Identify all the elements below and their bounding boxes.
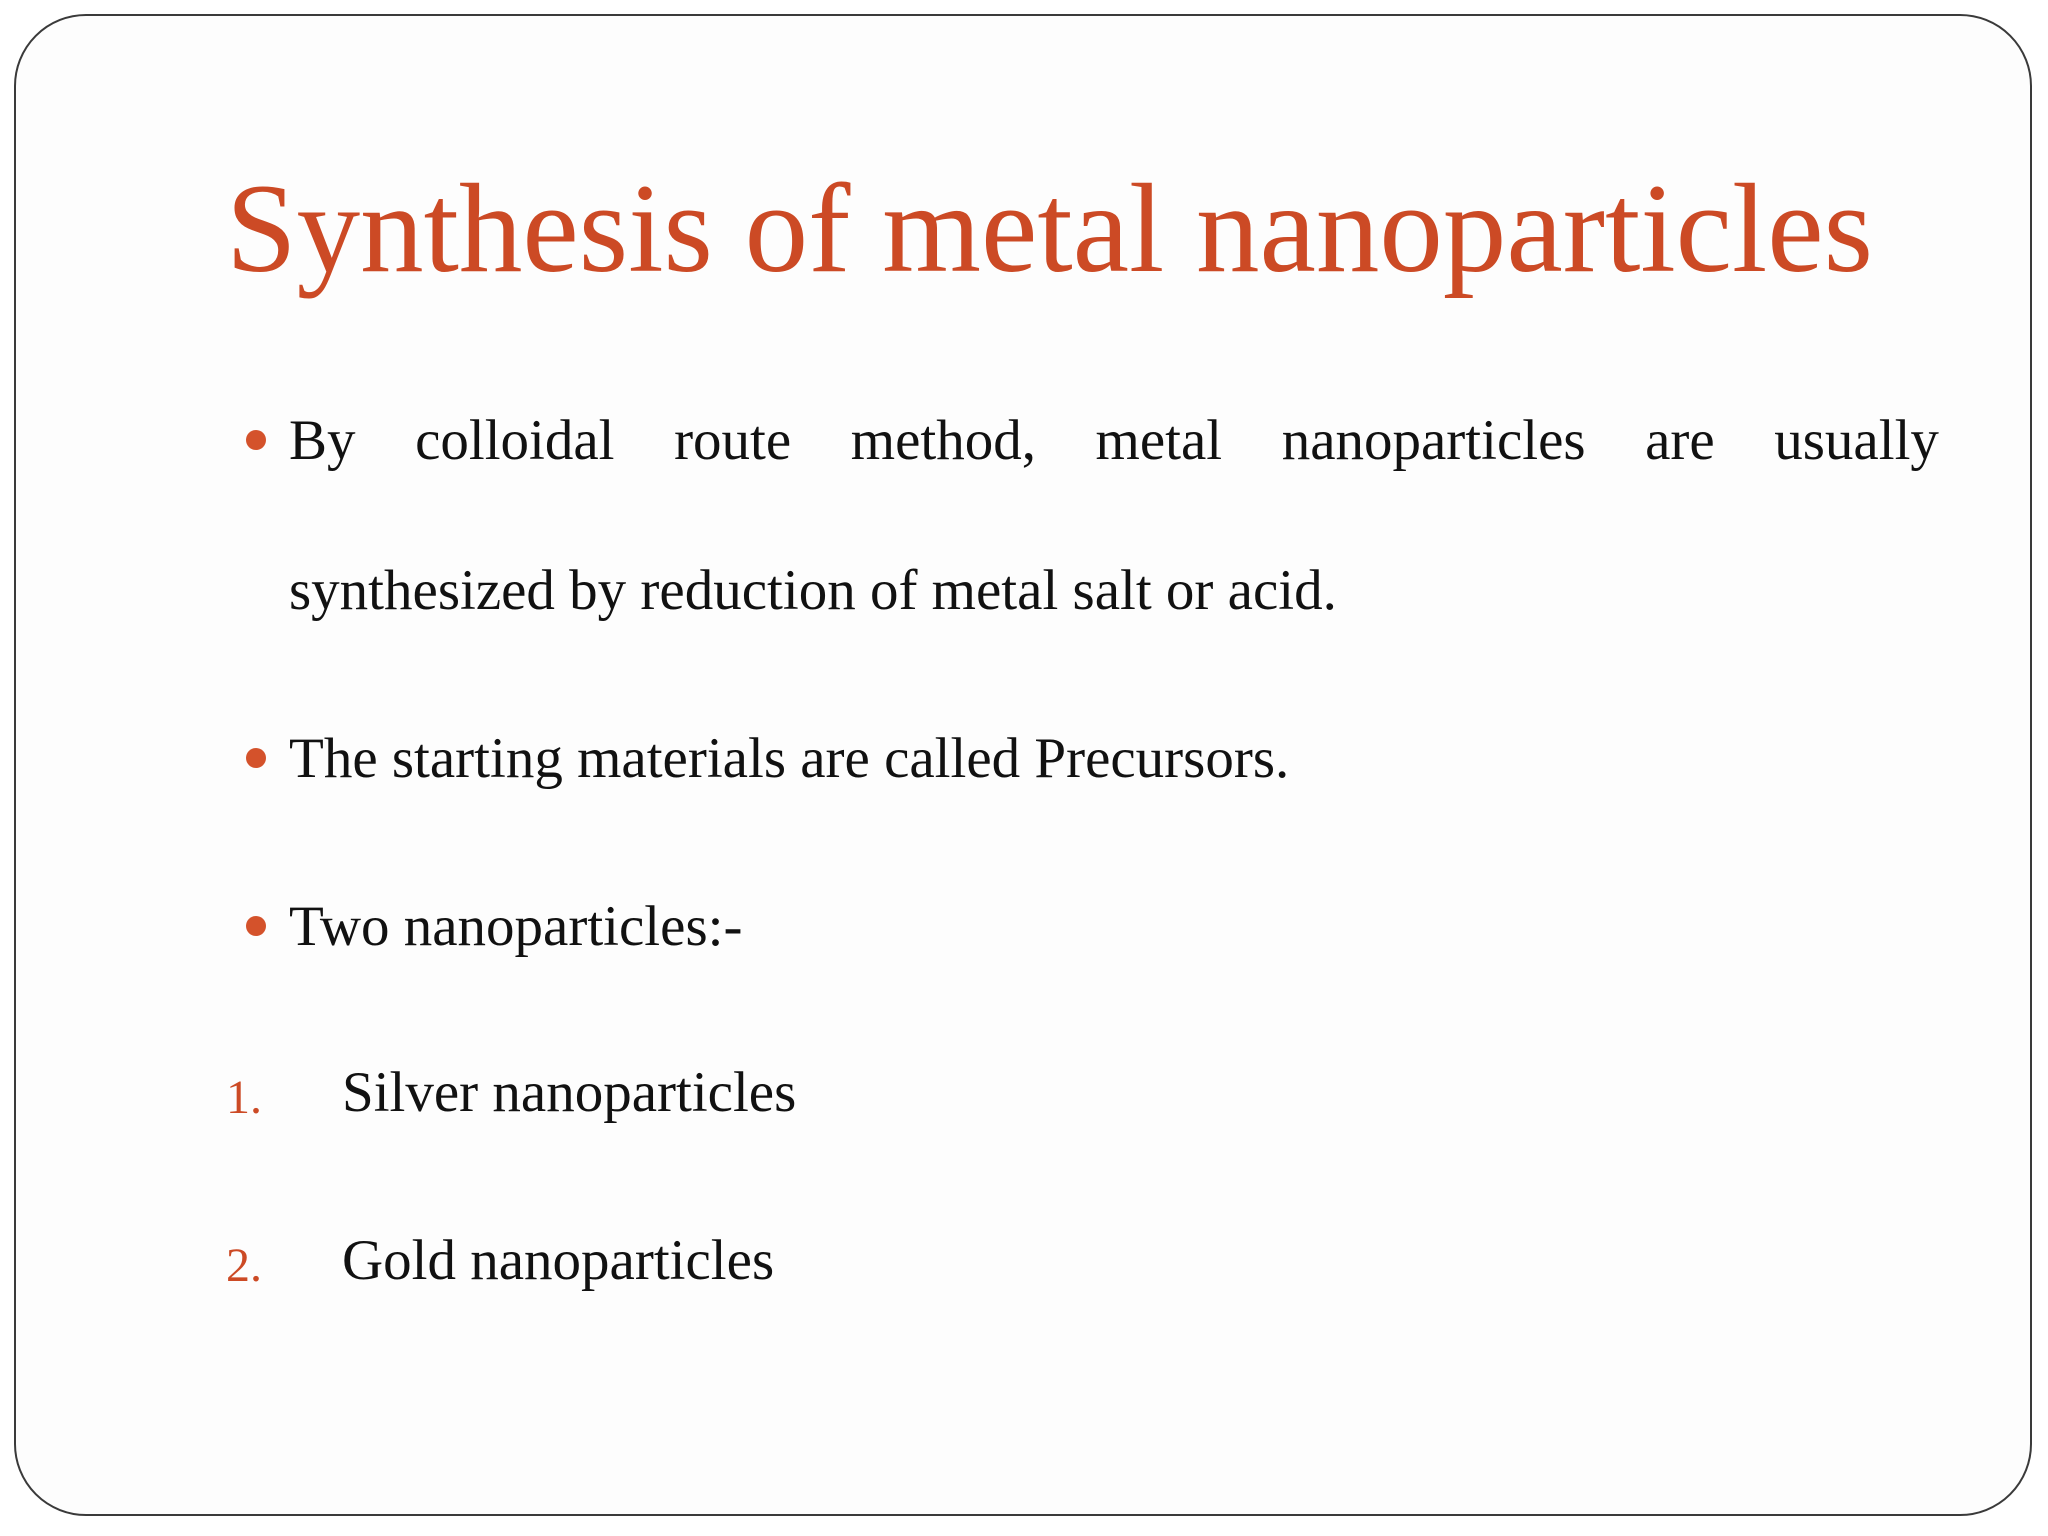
- bullet-3-text: Two nanoparticles:-: [289, 895, 743, 958]
- bullet-2-text: The starting materials are called Precursors.: [289, 727, 1290, 790]
- list-number: 2.: [226, 1239, 262, 1292]
- word: colloidal: [415, 409, 615, 472]
- bullet-1-line-2: synthesized by reduction of metal salt or acid.: [289, 559, 1337, 622]
- word: nanoparticles: [1281, 409, 1586, 472]
- numbered-item-1: Silver nanoparticles: [342, 1061, 797, 1124]
- numbered-item-2: Gold nanoparticles: [342, 1229, 775, 1292]
- slide-title: Synthesis of metal nanoparticles: [226, 159, 1874, 299]
- word: method,: [850, 409, 1036, 472]
- word: are: [1645, 409, 1715, 472]
- word: route: [674, 409, 792, 472]
- bullet-dot-icon: [246, 748, 266, 768]
- bullet-dot-icon: [246, 430, 266, 450]
- word: By: [289, 409, 356, 472]
- slide: [14, 14, 2032, 1516]
- bullet-dot-icon: [246, 916, 266, 936]
- word: usually: [1774, 409, 1939, 472]
- list-number: 1.: [226, 1071, 262, 1124]
- bullet-1-line-1: [289, 409, 1939, 472]
- word: metal: [1095, 409, 1223, 472]
